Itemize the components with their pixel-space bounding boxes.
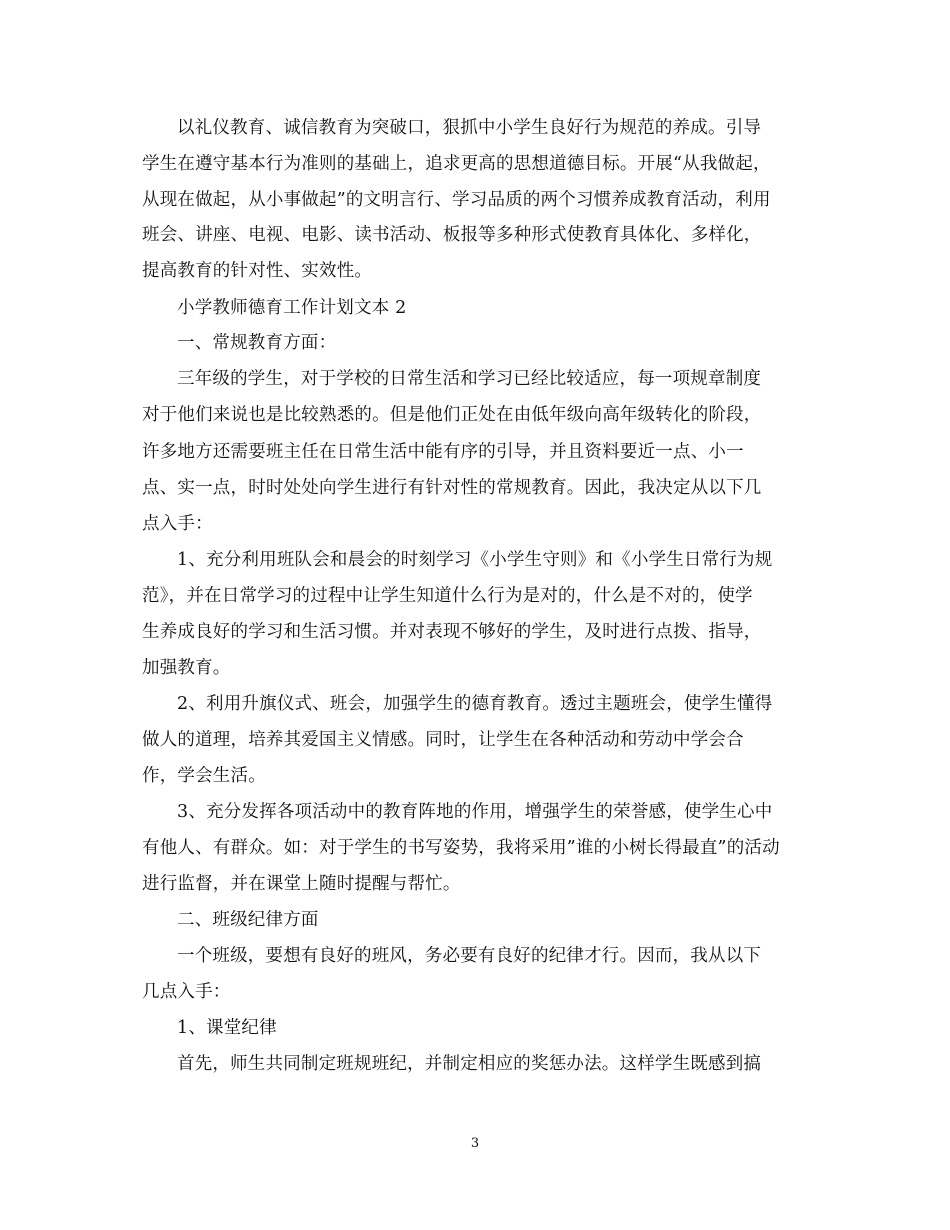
text-line: 有他人、有群众。如：对于学生的书写姿势，我将采用”谁的小树长得最直”的活动 — [142, 838, 780, 858]
text-line: 提高教育的针对性、实效性。 — [142, 261, 373, 281]
text-line: 学生在遵守基本行为准则的基础上，追求更高的思想道德目标。开展“从我做起， — [142, 154, 771, 174]
text-line: 首先，师生共同制定班规班纪，并制定相应的奖惩办法。这样学生既感到搞 — [177, 1054, 762, 1074]
text-line: 从现在做起，从小事做起”的文明言行、学习品质的两个习惯养成教育活动，利用 — [142, 190, 771, 210]
text-line: 生养成良好的学习和生活习惯。并对表现不够好的学生，及时进行点拨、指导， — [142, 622, 762, 642]
text-line: 三年级的学生，对于学校的日常生活和学习已经比较适应，每一项规章制度 — [177, 369, 762, 389]
text-line: 3、充分发挥各项活动中的教育阵地的作用，增强学生的荣誉感，使学生心中 — [177, 802, 773, 822]
text-line: 进行监督，并在课堂上随时提醒与帮忙。 — [142, 874, 461, 894]
subsection-heading: 二、班级纪律方面 — [177, 910, 319, 930]
text-line: 班会、讲座、电视、电影、读书活动、板报等多种形式使教育具体化、多样化， — [142, 225, 762, 245]
text-line: 范》，并在日常学习的过程中让学生知道什么行为是对的，什么是不对的，使学 — [142, 586, 753, 606]
text-line: 点、实一点，时时处处向学生进行有针对性的常规教育。因此，我决定从以下几 — [142, 478, 762, 498]
text-line: 以礼仪教育、诚信教育为突破口，狠抓中小学生良好行为规范的养成。引导 — [177, 118, 762, 138]
text-line: 1、充分利用班队会和晨会的时刻学习《小学生守则》和《小学生日常行为规 — [177, 550, 773, 570]
text-line: 许多地方还需要班主任在日常生活中能有序的引导，并且资料要近一点、小一 — [142, 442, 744, 462]
text-line: 做人的道理，培养其爱国主义情感。同时，让学生在各种活动和劳动中学会合 — [142, 730, 744, 750]
text-line: 点入手： — [142, 514, 213, 534]
page-number: 3 — [470, 1136, 480, 1151]
text-line: 对于他们来说也是比较熟悉的。但是他们正处在由低年级向高年级转化的阶段， — [142, 405, 762, 425]
section-heading: 小学教师德育工作计划文本 2 — [177, 298, 407, 318]
text-line: 几点入手： — [142, 982, 231, 1002]
subsection-heading: 一、常规教育方面： — [177, 333, 337, 353]
text-line: 2、利用升旗仪式、班会，加强学生的德育教育。透过主题班会，使学生懂得 — [177, 694, 773, 714]
subsection-heading: 1、课堂纪律 — [177, 1018, 277, 1038]
text-line: 加强教育。 — [142, 658, 231, 678]
text-line: 作，学会生活。 — [142, 766, 266, 786]
text-line: 一个班级，要想有良好的班风，务必要有良好的纪律才行。因而，我从以下 — [177, 946, 762, 966]
